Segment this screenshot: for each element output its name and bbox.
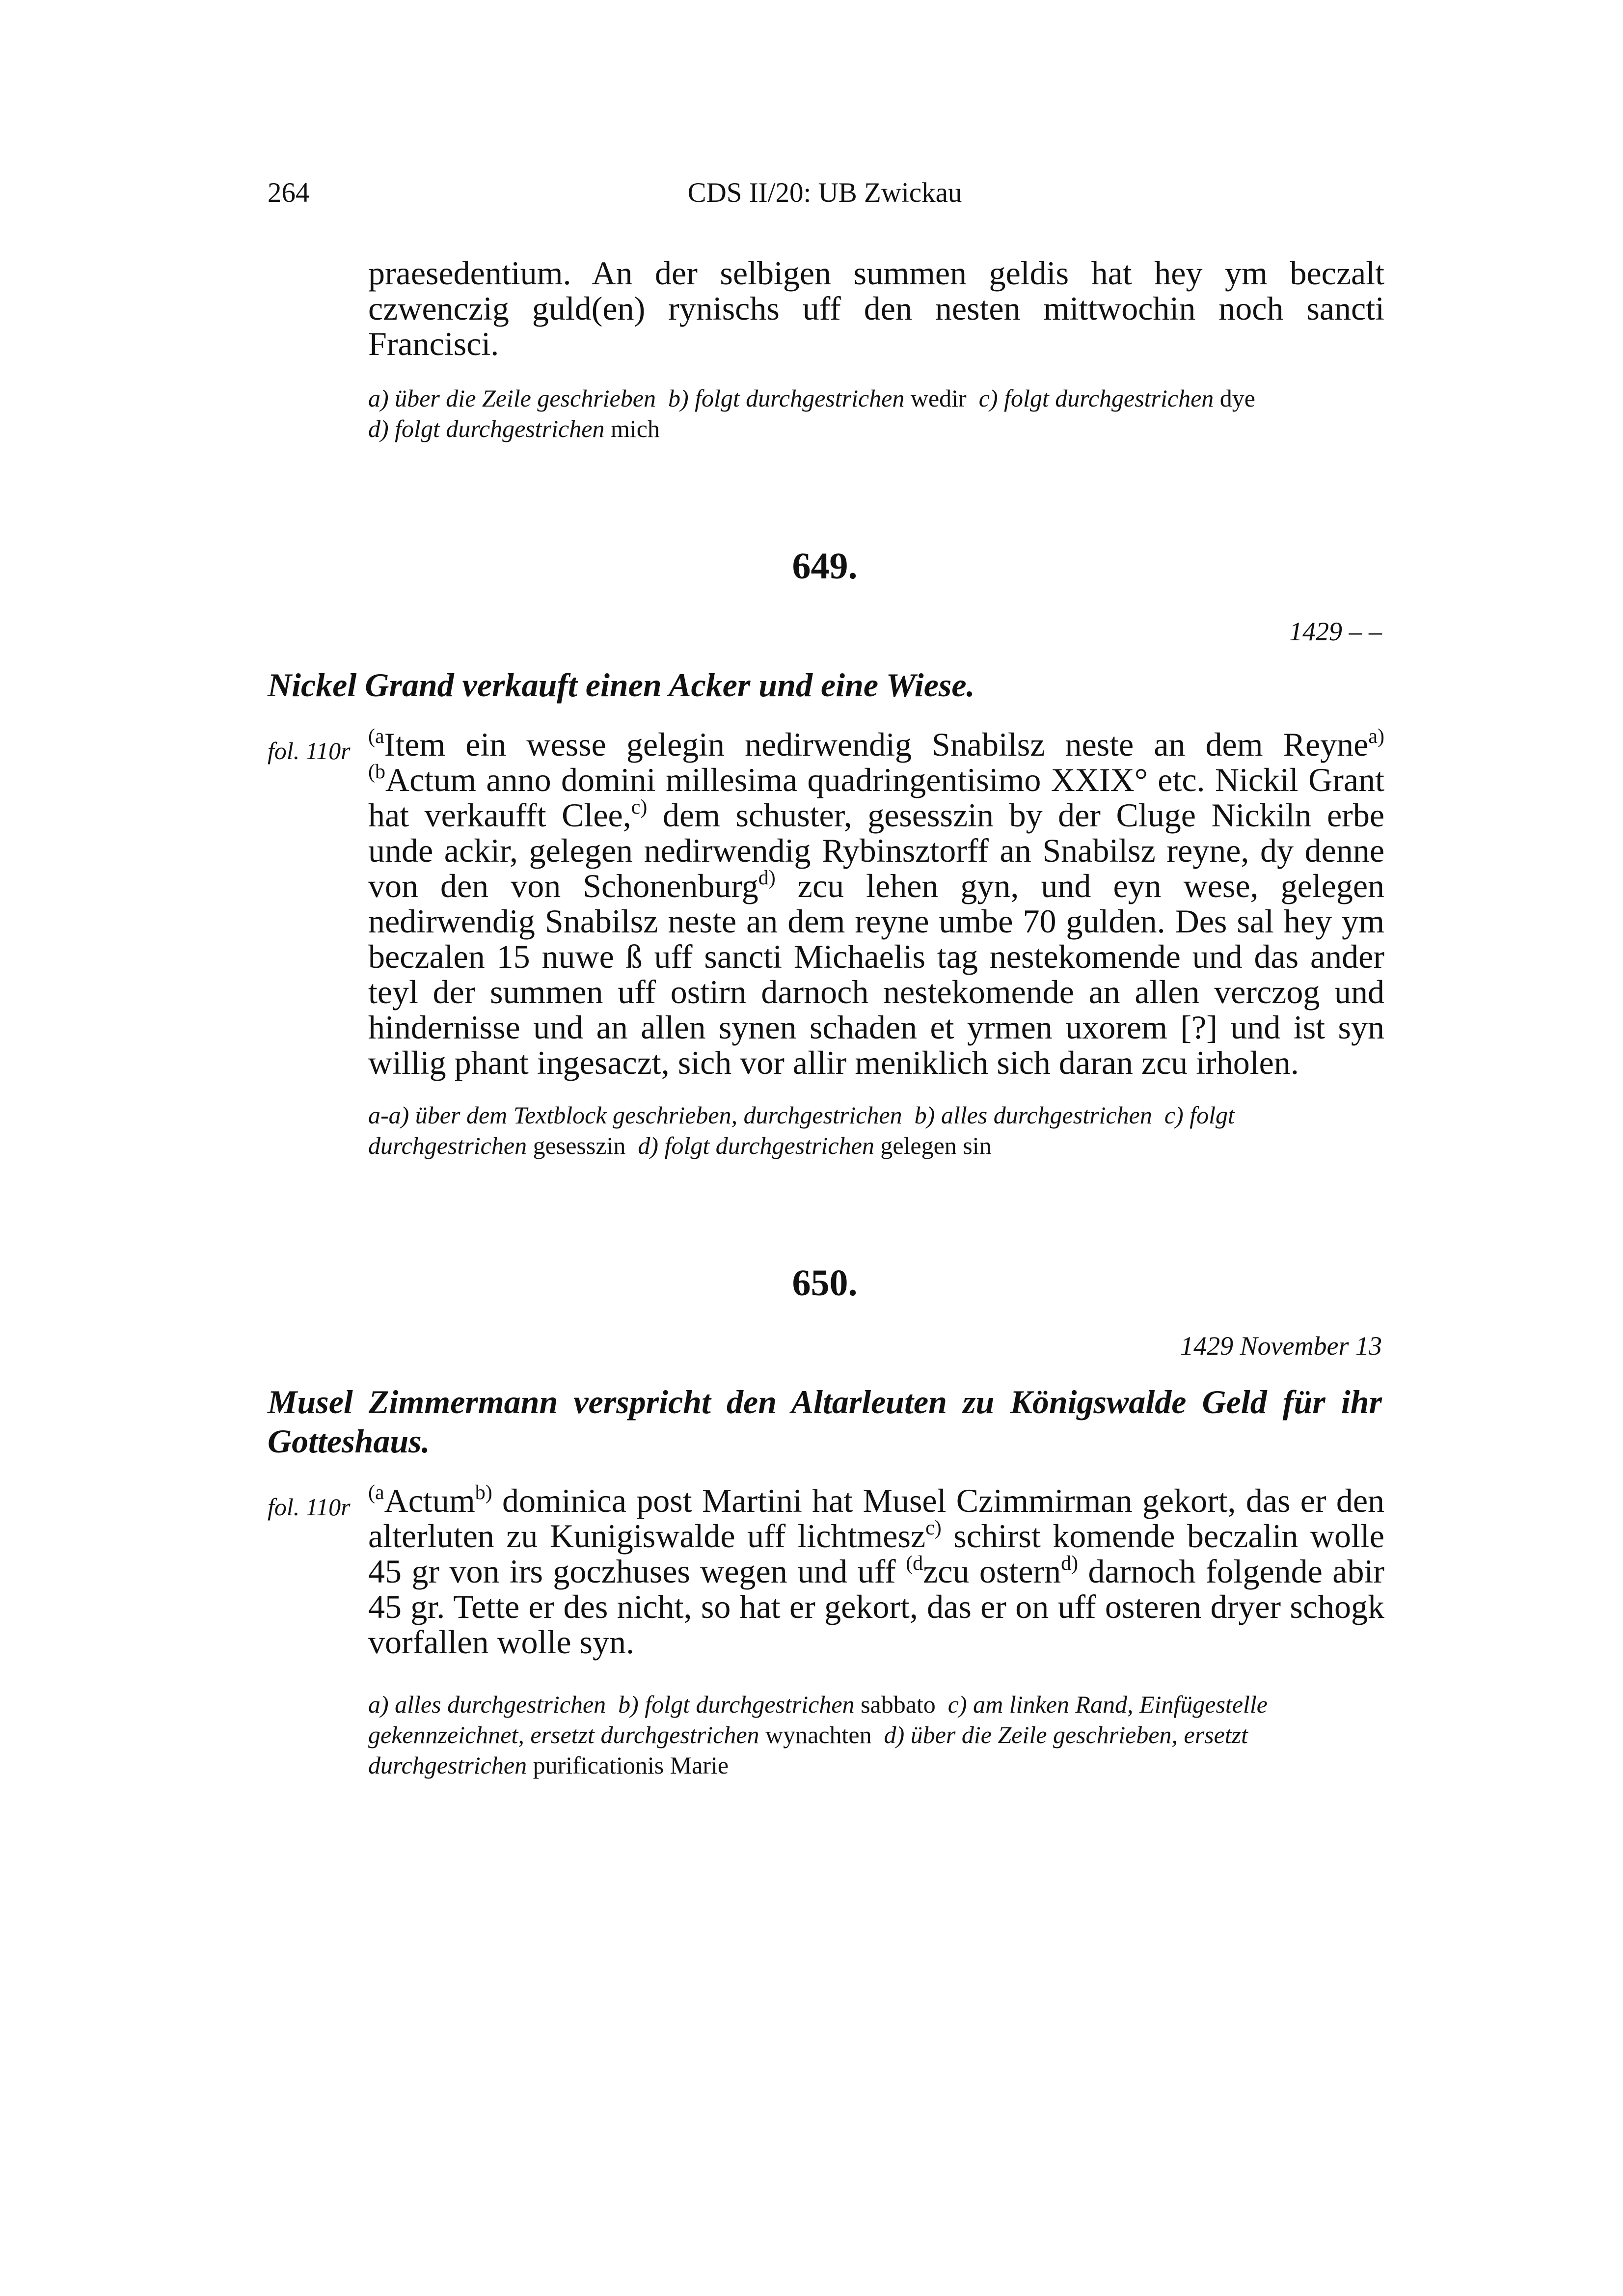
text-seg: Actum anno domini millesima quadringentisimo XXIX° etc. Nickil Grant hat verkaufft Clee, [368,761,1384,834]
text-seg: zcu ostern [923,1553,1061,1590]
sup-b-open: (b [368,761,385,783]
running-title: CDS II/20: UB Zwickau [687,177,962,208]
entry-text-650 [368,1483,1384,1660]
sup-b: b) [475,1481,492,1504]
note-c-label: c) [978,384,998,412]
sup-a-open: (a [368,725,384,748]
text-seg: dominica post Martini hat Musel Czimmirman gekort, das er den alterluten zu Kunigiswalde uff lichtmesz [368,1482,1384,1555]
entry-notes-649 [368,1100,1384,1161]
text-seg: Item ein wesse gelegin nedirwendig Snabilsz neste an dem Reyne [384,726,1369,763]
text-seg: darnoch folgende abir 45 gr. Tette er des nicht, so hat er gekort, das er on uff osteren dryer schogk vorfallen wolle syn. [368,1553,1384,1661]
note-d-label: d) [368,415,389,442]
note-c-text: c) am linken Rand, Einfügestelle gekennzeichnet, ersetzt durchgestrichen [368,1691,1268,1749]
sup-d-close: d) [1061,1552,1079,1575]
note-b-word: wedir [910,384,967,412]
entry-heading-649: Nickel Grand verkauft einen Acker und eine Wiese. [268,666,975,704]
note-c-text: c) folgt durchgestrichen [368,1101,1235,1159]
prev-entry-notes [368,383,1384,444]
sup-a-close: a) [1368,725,1384,748]
entry-date-650: 1429 November 13 [1180,1331,1382,1361]
note-d-word: purificationis Marie [533,1751,729,1779]
sup-c: c) [631,796,648,819]
note-d-word: mich [610,415,660,442]
note-c-word: gesesszin [533,1132,626,1159]
entry-heading-650: Musel Zimmermann verspricht den Altarleuten zu Königswalde Geld für ihr Gotteshaus. [268,1383,1382,1460]
text-seg: dem schuster, gesesszin by der Cluge Nickiln erbe unde ackir, gelegen nedirwendig Rybinsztorff an Snabilsz reyne, dy denne von den von Schonenburg [368,796,1384,904]
note-a-label: a) [368,384,389,412]
running-head [268,177,1382,216]
sup-d-open: (d [906,1552,923,1575]
note-d-word: gelegen sin [880,1132,992,1159]
entry-notes-650 [368,1689,1384,1780]
prev-entry-text: praesedentium. An der selbigen summen geldis hat hey ym beczalt czwenczig guld(en) rynischs uff den nesten mittwochin noch sancti Francisci. [368,254,1384,362]
note-c-word: dye [1219,384,1255,412]
folio-650: fol. 110r [268,1493,351,1521]
note-d-text: d) folgt durchgestrichen [638,1132,874,1159]
note-b-text: folgt durchgestrichen [695,384,905,412]
note-b-label: b) [668,384,689,412]
entry-number-649: 649. [792,546,858,587]
note-d-text: d) über die Zeile geschrieben, ersetzt durchgestrichen [368,1721,1248,1779]
folio-649: fol. 110r [268,737,351,765]
note-c-text: folgt durchgestrichen [1004,384,1214,412]
text-seg: Actum [384,1482,475,1519]
note-b-text: b) alles durchgestrichen [914,1101,1152,1129]
page-number: 264 [268,177,310,208]
note-a-text: a) alles durchgestrichen [368,1691,606,1718]
sup-a-open: (a [368,1481,384,1504]
note-b-word: sabbato [861,1691,936,1718]
entry-number-650: 650. [792,1262,858,1304]
text-seg: zcu lehen gyn, und eyn wese, gelegen nedirwendig Snabilsz neste an dem reyne umbe 70 gulden. Des sal hey ym beczalen 15 nuwe ß uff sancti Michaelis tag nestekomende und das ander teyl der summen uff ostirn darnoch nestekomende an allen verczog und hindernisse und an allen synen schaden et yrmen uxorem [?] und ist syn willig phant ingesaczt, sich vor allir meniklich sich daran zcu irholen. [368,867,1385,1081]
entry-date-649: 1429 – – [1289,617,1382,646]
text-seg: schirst komende beczalin wolle 45 gr von irs goczhuses wegen und uff [368,1517,1384,1590]
sup-d: d) [758,867,776,889]
note-a-text: a-a) über dem Textblock geschrieben, durchgestrichen [368,1101,902,1129]
note-d-text: folgt durchgestrichen [395,415,605,442]
sup-c: c) [925,1517,942,1539]
note-a-text: über die Zeile geschrieben [395,384,656,412]
note-c-word: wynachten [765,1721,872,1749]
entry-text-649 [368,727,1384,1080]
note-b-text: b) folgt durchgestrichen [618,1691,855,1718]
